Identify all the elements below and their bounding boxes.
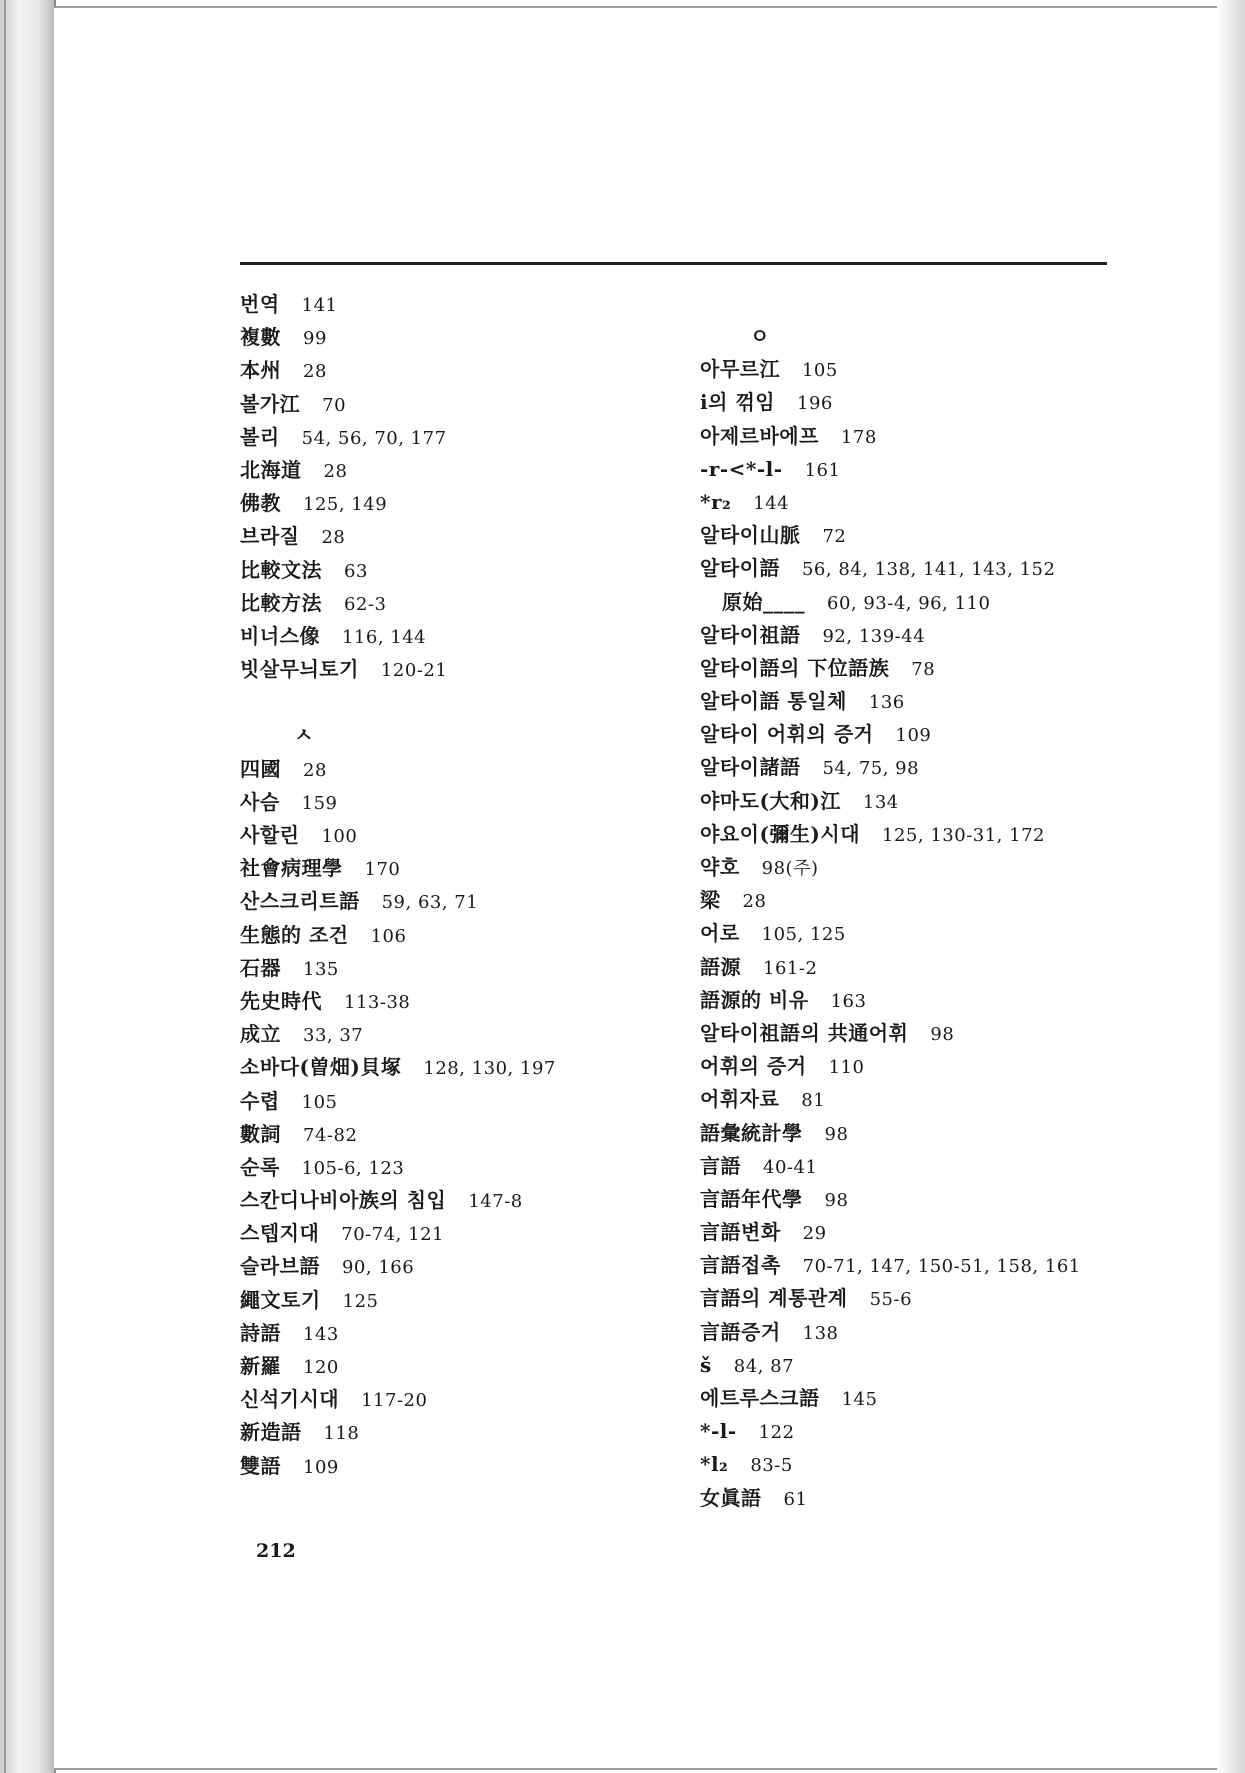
index-pages: 109 xyxy=(895,725,932,747)
index-pages: 99 xyxy=(303,328,327,350)
index-term: 알타이 어휘의 증거 xyxy=(700,722,874,747)
index-pages: 122 xyxy=(758,1422,795,1444)
index-term: 아무르江 xyxy=(700,357,780,382)
index-entry xyxy=(240,1085,660,1118)
index-term: 原始____ xyxy=(722,589,805,614)
index-entry xyxy=(240,454,660,487)
index-term: 數詞 xyxy=(240,1121,281,1146)
index-pages: 134 xyxy=(862,791,899,813)
index-pages: 143 xyxy=(303,1323,339,1345)
index-term: 번역 xyxy=(240,292,280,316)
index-entry xyxy=(240,1317,660,1350)
index-term: 複數 xyxy=(240,325,281,350)
index-pages: 98 xyxy=(824,1123,849,1145)
left-entries-before xyxy=(240,288,660,686)
index-term: 스칸디나비아族의 침입 xyxy=(240,1188,447,1213)
index-entry xyxy=(240,1284,660,1317)
index-pages: 54, 75, 98 xyxy=(822,758,920,780)
index-term: *-l- xyxy=(700,1419,737,1444)
index-entry xyxy=(240,919,660,952)
index-pages: 98 xyxy=(824,1189,849,1211)
left-entries-after xyxy=(240,753,660,1483)
index-pages: 78 xyxy=(911,658,936,680)
index-pages: 178 xyxy=(840,426,877,448)
index-term: 言語증거 xyxy=(700,1319,781,1344)
index-term: 알타이祖語의 共通어휘 xyxy=(700,1020,909,1045)
index-term: 比較方法 xyxy=(240,590,322,615)
index-column-right xyxy=(700,320,1160,1515)
index-term: 社會病理學 xyxy=(240,856,343,881)
index-entry xyxy=(700,1083,1160,1116)
index-term: 語源 xyxy=(700,954,741,979)
index-term: *r₂ xyxy=(700,489,732,514)
index-term: 알타이諸語 xyxy=(700,755,801,780)
index-pages: 90, 166 xyxy=(341,1257,415,1279)
index-entry xyxy=(700,1216,1160,1249)
header-rule xyxy=(240,262,1107,265)
index-pages: 105, 125 xyxy=(761,924,846,946)
index-term: 言語 xyxy=(700,1153,741,1178)
index-entry xyxy=(240,487,660,520)
index-pages: 63 xyxy=(344,560,368,582)
index-term: 新羅 xyxy=(240,1354,281,1378)
index-pages: 136 xyxy=(868,692,905,714)
index-entry xyxy=(240,1250,660,1283)
index-entry xyxy=(700,1282,1160,1315)
index-entry xyxy=(700,1117,1160,1150)
index-entry xyxy=(700,619,1160,652)
page-edge xyxy=(1217,0,1245,1773)
index-pages: 128, 130, 197 xyxy=(423,1058,556,1080)
index-entry xyxy=(700,818,1160,851)
index-entry xyxy=(240,1416,660,1449)
index-entry xyxy=(700,552,1160,585)
index-term: 語彙統計學 xyxy=(700,1120,803,1145)
index-term: 소바다(曽畑)貝塚 xyxy=(240,1055,402,1080)
index-entry xyxy=(240,620,660,653)
index-pages: 109 xyxy=(303,1456,339,1478)
index-pages: 72 xyxy=(822,526,847,548)
index-term: 生態的 조건 xyxy=(240,922,349,947)
index-entry xyxy=(700,1150,1160,1183)
index-pages: 28 xyxy=(742,891,767,913)
index-pages: 141 xyxy=(301,295,338,316)
right-entries xyxy=(700,353,1160,1515)
page-number: 212 xyxy=(256,1540,296,1562)
index-pages: 106 xyxy=(370,925,407,947)
index-term: 비너스像 xyxy=(240,623,320,648)
section-gap xyxy=(240,686,660,719)
index-pages: 33, 37 xyxy=(303,1025,364,1047)
index-term: 빗살무늬토기 xyxy=(240,657,359,682)
index-term: 本州 xyxy=(240,358,281,383)
index-pages: 110 xyxy=(828,1057,865,1079)
index-entry xyxy=(700,1316,1160,1349)
index-entry xyxy=(240,520,660,553)
index-entry xyxy=(700,1382,1160,1415)
index-entry xyxy=(700,1050,1160,1083)
index-entry xyxy=(240,1383,660,1416)
index-entry xyxy=(700,453,1160,486)
index-entry xyxy=(700,386,1160,419)
index-term: 先史時代 xyxy=(240,988,322,1013)
index-term: 알타이語 xyxy=(700,556,780,581)
index-term: 北海道 xyxy=(240,457,302,482)
index-entry xyxy=(700,1415,1160,1448)
index-term: 사할린 xyxy=(240,823,300,847)
index-entry xyxy=(240,1217,660,1250)
book-spine xyxy=(0,0,56,1773)
index-entry xyxy=(240,1450,660,1483)
index-entry xyxy=(700,851,1160,884)
index-pages: 56, 84, 138, 141, 143, 152 xyxy=(801,559,1056,581)
index-term: 四國 xyxy=(240,756,281,781)
index-term: š xyxy=(700,1352,712,1377)
index-term: 에트루스크語 xyxy=(700,1386,820,1410)
index-entry xyxy=(700,884,1160,917)
index-term: 石器 xyxy=(240,955,281,980)
index-entry xyxy=(700,652,1160,685)
index-entry xyxy=(240,587,660,620)
index-entry xyxy=(700,586,1160,619)
index-term: 산스크리트語 xyxy=(240,889,360,914)
index-pages: 70 xyxy=(322,394,347,416)
index-term: 슬라브語 xyxy=(240,1254,320,1279)
index-pages: 147-8 xyxy=(468,1191,523,1213)
index-pages: 28 xyxy=(303,759,327,781)
index-entry xyxy=(240,1051,660,1084)
index-term: 약호 xyxy=(700,855,740,879)
index-term: 詩語 xyxy=(240,1320,281,1345)
index-pages: 98 xyxy=(930,1023,955,1045)
index-entry xyxy=(700,685,1160,718)
index-term: 比較文法 xyxy=(240,557,322,582)
index-entry xyxy=(240,819,660,852)
index-pages: 59, 63, 71 xyxy=(381,892,479,914)
index-entry xyxy=(700,1183,1160,1216)
index-term: 言語접촉 xyxy=(700,1253,781,1278)
index-term: i의 꺾임 xyxy=(700,390,776,415)
index-term: 볼리 xyxy=(240,424,280,449)
index-pages: 84, 87 xyxy=(733,1355,795,1377)
index-pages: 28 xyxy=(323,460,348,482)
index-term: 야마도(大和)江 xyxy=(700,788,841,813)
index-pages: 138 xyxy=(802,1322,839,1344)
index-entry xyxy=(700,519,1160,552)
index-pages: 145 xyxy=(841,1389,878,1410)
index-term: 볼가江 xyxy=(240,391,301,416)
index-term: 女眞語 xyxy=(700,1485,762,1510)
index-entry xyxy=(240,1184,660,1217)
index-term: *l₂ xyxy=(700,1452,729,1477)
index-pages: 92, 139-44 xyxy=(822,625,926,647)
index-entry xyxy=(240,554,660,587)
index-pages: 120 xyxy=(303,1357,339,1378)
index-entry xyxy=(240,1350,660,1383)
index-term: 브라질 xyxy=(240,524,300,549)
index-entry xyxy=(700,785,1160,818)
index-term: 梁 xyxy=(700,888,721,913)
index-pages: 159 xyxy=(301,792,338,814)
index-pages: 135 xyxy=(303,958,339,980)
index-entry xyxy=(240,421,660,454)
index-column-left xyxy=(240,288,660,1483)
index-pages: 62-3 xyxy=(344,593,387,615)
index-entry xyxy=(240,388,660,421)
index-pages: 125, 149 xyxy=(303,494,388,516)
index-term: 신석기시대 xyxy=(240,1387,340,1412)
index-term: -r-<*-l- xyxy=(700,456,783,481)
index-pages: 70-74, 121 xyxy=(341,1224,444,1246)
index-entry xyxy=(700,1448,1160,1481)
index-term: 알타이山脈 xyxy=(700,523,801,548)
index-pages: 161 xyxy=(804,459,841,481)
index-term: 言語年代學 xyxy=(700,1186,803,1211)
index-entry xyxy=(700,353,1160,386)
index-pages: 125, 130-31, 172 xyxy=(882,824,1045,846)
index-pages: 196 xyxy=(797,393,833,415)
index-pages: 120-21 xyxy=(380,660,448,682)
index-pages: 74-82 xyxy=(303,1124,358,1146)
index-pages: 100 xyxy=(321,826,358,847)
index-term: 新造語 xyxy=(240,1420,302,1445)
index-pages: 61 xyxy=(783,1488,808,1510)
index-entry xyxy=(240,1151,660,1184)
index-entry xyxy=(700,1017,1160,1050)
index-pages: 29 xyxy=(802,1223,827,1245)
index-pages: 28 xyxy=(321,527,346,549)
index-pages: 113-38 xyxy=(344,991,411,1013)
index-term: 佛教 xyxy=(240,491,281,516)
index-pages: 55-6 xyxy=(869,1289,913,1311)
index-term: 스텝지대 xyxy=(240,1221,320,1246)
index-pages: 118 xyxy=(323,1423,360,1445)
index-entry xyxy=(240,1018,660,1051)
index-term: 알타이語의 下位語族 xyxy=(700,655,890,680)
index-pages: 60, 93-4, 96, 110 xyxy=(827,592,991,614)
index-entry xyxy=(240,852,660,885)
index-pages: 125 xyxy=(342,1290,379,1312)
index-pages: 105 xyxy=(301,1091,338,1113)
index-entry xyxy=(700,1482,1160,1515)
index-term: 言語변화 xyxy=(700,1220,781,1245)
index-entry xyxy=(700,984,1160,1017)
index-term: 야요이(彌生)시대 xyxy=(700,821,861,846)
index-pages: 28 xyxy=(303,361,327,383)
index-term: 成立 xyxy=(240,1022,281,1047)
section-letter-siot: ㅅ xyxy=(294,723,314,748)
index-entry xyxy=(240,288,660,321)
index-pages: 116, 144 xyxy=(341,626,427,648)
index-term: 어휘자료 xyxy=(700,1087,780,1112)
index-term: 어휘의 증거 xyxy=(700,1054,807,1079)
index-entry xyxy=(240,354,660,387)
index-term: 語源的 비유 xyxy=(700,987,809,1012)
index-entry xyxy=(700,917,1160,950)
index-term: 어로 xyxy=(700,921,740,946)
index-entry xyxy=(240,753,660,786)
index-pages: 105 xyxy=(801,360,838,382)
index-entry xyxy=(240,653,660,686)
index-pages: 117-20 xyxy=(361,1390,428,1412)
index-term: 수렵 xyxy=(240,1088,280,1113)
index-term: 사슴 xyxy=(240,789,280,814)
index-pages: 105-6, 123 xyxy=(301,1157,405,1179)
index-pages: 170 xyxy=(364,859,401,881)
index-entry xyxy=(240,885,660,918)
index-term: 雙語 xyxy=(240,1453,281,1478)
index-pages: 70-71, 147, 150-51, 158, 161 xyxy=(802,1256,1081,1278)
section-letter-ieung: ㅇ xyxy=(750,324,770,348)
index-pages: 144 xyxy=(753,492,790,514)
index-entry xyxy=(240,321,660,354)
index-pages: 163 xyxy=(830,990,867,1012)
index-pages: 40-41 xyxy=(763,1156,818,1178)
index-term: 알타이祖語 xyxy=(700,622,801,647)
index-pages: 81 xyxy=(801,1090,826,1112)
index-entry xyxy=(700,1349,1160,1382)
index-entry xyxy=(700,751,1160,784)
index-pages: 98(주) xyxy=(761,858,819,879)
index-term: 아제르바에프 xyxy=(700,423,819,448)
index-entry xyxy=(700,718,1160,751)
index-entry xyxy=(240,985,660,1018)
index-entry xyxy=(240,952,660,985)
index-pages: 161-2 xyxy=(763,957,818,979)
index-entry xyxy=(700,1249,1160,1282)
index-entry xyxy=(700,486,1160,519)
index-entry xyxy=(700,951,1160,984)
index-entry xyxy=(240,1118,660,1151)
index-entry xyxy=(240,786,660,819)
index-entry xyxy=(700,420,1160,453)
index-term: 言語의 계통관계 xyxy=(700,1286,848,1311)
index-term: 알타이語 통일체 xyxy=(700,689,847,714)
index-term: 繩文토기 xyxy=(240,1287,321,1312)
index-term: 순록 xyxy=(240,1154,280,1179)
index-pages: 83-5 xyxy=(750,1455,793,1477)
index-pages: 54, 56, 70, 177 xyxy=(301,427,447,449)
